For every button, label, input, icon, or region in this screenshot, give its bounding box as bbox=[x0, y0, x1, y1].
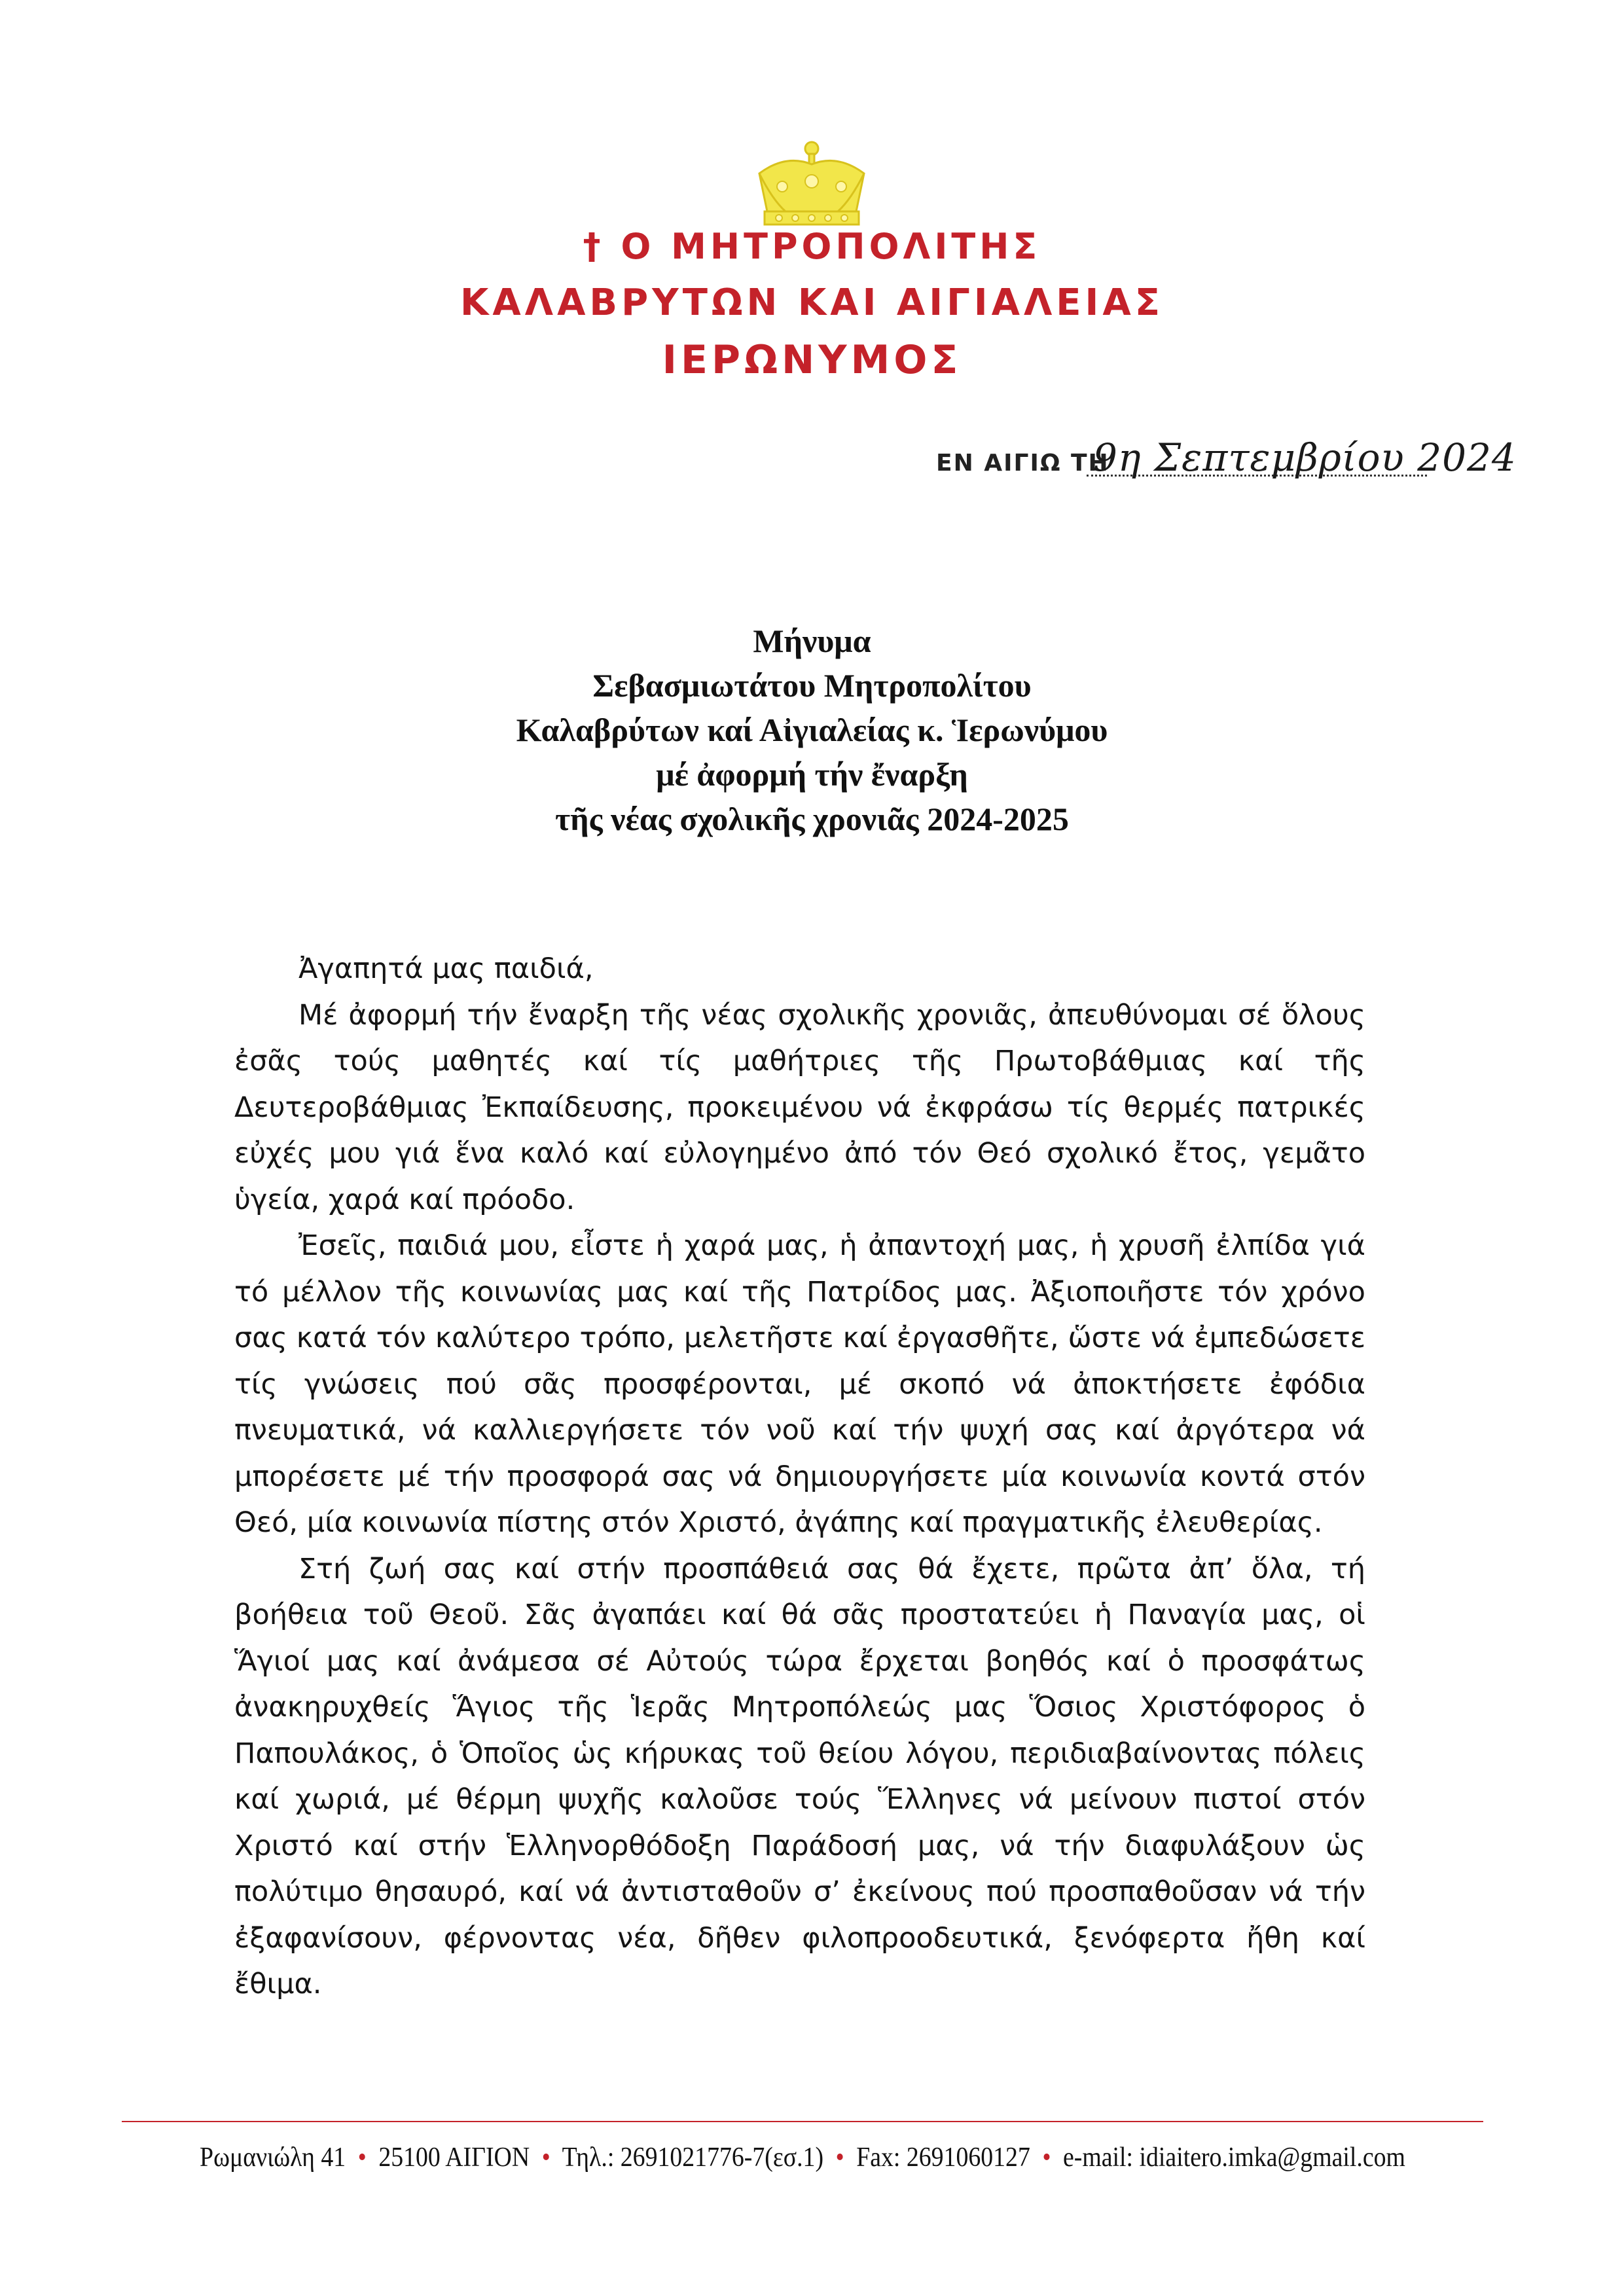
footer-fax: Fax: 2691060127 bbox=[856, 2142, 1030, 2173]
dateline-handwritten-date: 9η Σεπτεμβρίου 2024 bbox=[1093, 435, 1517, 480]
footer-email[interactable]: e-mail: idiaitero.imka@gmail.com bbox=[1063, 2142, 1405, 2173]
salutation: Ἀγαπητά μας παιδιά, bbox=[298, 952, 594, 985]
letter-body bbox=[234, 946, 1365, 2008]
footer-divider bbox=[122, 2121, 1483, 2122]
footer-separator: • bbox=[835, 2142, 844, 2173]
crown-icon bbox=[746, 134, 877, 239]
footer-separator: • bbox=[541, 2142, 550, 2173]
footer-contact bbox=[190, 2142, 1415, 2173]
footer-separator: • bbox=[1042, 2142, 1051, 2173]
body-paragraph: Στή ζωή σας καί στήν προσπάθειά σας θά ἔχετε, πρῶτα ἀπ’ ὅλα, τή βοήθεια τοῦ Θεοῦ. Σᾶς ἀγαπάει καί θά σᾶς προστατεύει ἡ Παναγία μας, οἱ Ἅγιοί μας καί ἀνάμεσα σέ Αὐτούς τώρα ἔρχεται βοηθός καί ὁ προσφάτως ἀνακηρυχθείς Ἅγιος τῆς Ἱερᾶς Μητροπόλεώς μας Ὅσιος Χριστόφορος ὁ Παπουλάκος, ὁ Ὁποῖος ὡς κήρυκας τοῦ θείου λόγου, περιδιαβαίνοντας πόλεις καί χωριά, μέ θέρμη ψυχῆς καλοῦσε τούς Ἕλληνες νά μείνουν πιστοί στόν Χριστό καί στήν Ἑλληνορθόδοξη Παράδοσή μας, νά τήν διαφυλάξουν ὡς πολύτιμο θησαυρό, καί νά ἀντισταθοῦν σ’ ἐκείνους πού προσπαθοῦσαν νά τήν ἐξαφανίσουν, φέρνοντας νέα, δῆθεν φιλοπροοδευτικά, ξενόφερτα ἤθη καί ἔθιμα. bbox=[234, 1552, 1365, 2000]
body-paragraph: Ἐσεῖς, παιδιά μου, εἶστε ἡ χαρά μας, ἡ ἀπαντοχή μας, ἡ χρυσῆ ἐλπίδα γιά τό μέλλον τῆς κοινωνίας μας καί τῆς Πατρίδος μας. Ἀξιοποιῆστε τόν χρόνο σας κατά τόν καλύτερο τρόπο, μελετῆστε καί ἐργασθῆτε, ὥστε νά ἐμπεδώσετε τίς γνώσεις πού σᾶς προσφέρονται, μέ σκοπό νά ἀποκτήσετε ἐφόδια πνευματικά, νά καλλιεργήσετε τόν νοῦ καί τήν ψυχή σας καί ἀργότερα νά μπορέσετε μέ τήν προσφορά σας νά δημιουργήσετε μία κοινωνία κοντά στόν Θεό, μία κοινωνία πίστης στόν Χριστό, ἀγάπης καί πραγματικῆς ἐλευθερίας. bbox=[234, 1229, 1365, 1539]
letterhead-diocese: ΚΑΛΑΒΡΥΤΩΝ ΚΑΙ ΑΙΓΙΑΛΕΙΑΣ bbox=[460, 281, 1164, 324]
title-line: μέ ἀφορμή τήν ἔναρξη bbox=[656, 756, 968, 793]
body-paragraph: Μέ ἀφορμή τήν ἔναρξη τῆς νέας σχολικῆς χρονιᾶς, ἀπευθύνομαι σέ ὅλους ἐσᾶς τούς μαθητές καί τίς μαθήτριες τῆς Πρωτοβάθμιας καί τῆς Δευτεροβάθμιας Ἐκπαίδευσης, προκειμένου νά ἐκφράσω τίς θερμές πατρικές εὐχές μου γιά ἕνα καλό καί εὐλογημένο ἀπό τόν Θεό σχολικό ἔτος, γεμᾶτο ὑγεία, χαρά καί πρόοδο. bbox=[234, 998, 1365, 1216]
dateline-prefix: ΕΝ ΑΙΓΙΩ ΤΗ bbox=[936, 450, 1110, 477]
title-line: Καλαβρύτων καί Αἰγιαλείας κ. Ἱερωνύμου bbox=[516, 712, 1108, 748]
title-line: τῆς νέας σχολικῆς χρονιᾶς 2024-2025 bbox=[555, 801, 1069, 837]
footer-phone: Τηλ.: 2691021776-7(εσ.1) bbox=[562, 2142, 824, 2173]
message-title bbox=[0, 619, 1624, 841]
title-line: Σεβασμιωτάτου Μητροπολίτου bbox=[592, 667, 1032, 704]
letterhead-name: ΙΕΡΩΝΥΜΟΣ bbox=[662, 337, 962, 383]
letterhead-title: † Ο ΜΗΤΡΟΠΟΛΙΤΗΣ bbox=[583, 226, 1041, 267]
title-line: Μήνυμα bbox=[753, 623, 871, 659]
footer-postal: 25100 ΑΙΓΙΟΝ bbox=[378, 2142, 530, 2173]
footer-address: Ρωμανιώλη 41 bbox=[200, 2142, 346, 2173]
dateline bbox=[936, 435, 1517, 494]
footer-separator: • bbox=[357, 2142, 367, 2173]
